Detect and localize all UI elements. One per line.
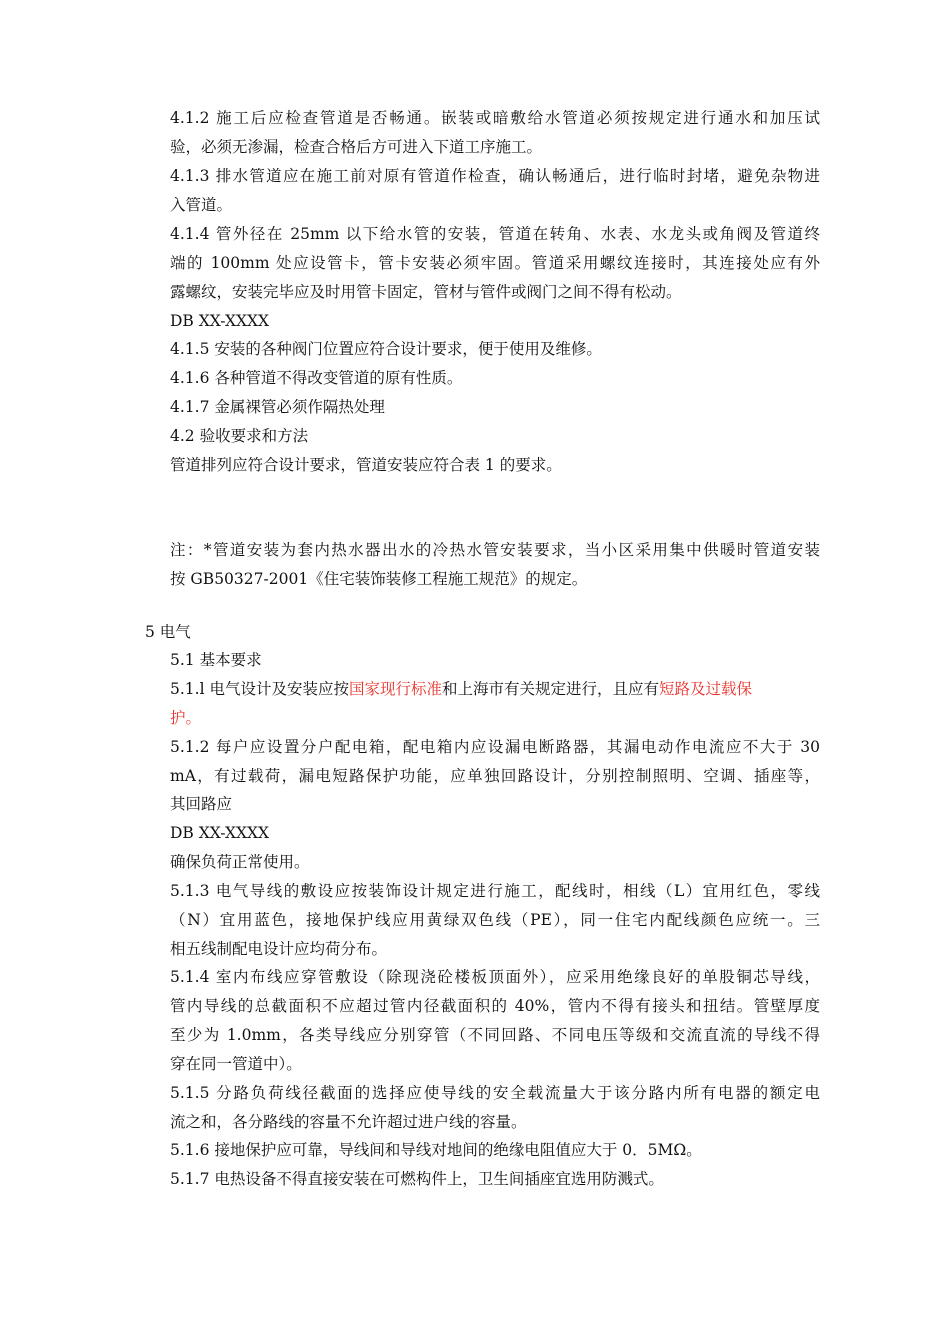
clause-4-1-4-line-2: 端的 100mm 处应设管卡，管卡安装必须牢固。管道采用螺纹连接时，其连接处应有外: [170, 254, 820, 272]
note-line-2: 按 GB50327-2001《住宅装饰装修工程施工规范》的规定。: [170, 570, 588, 588]
clause-4-1-6: 4.1.6 各种管道不得改变管道的原有性质。: [170, 369, 463, 387]
clause-4-1-3-line-2: 入管道。: [170, 196, 233, 214]
clause-5-1-3-line-3: 相五线制配电设计应均荷分布。: [170, 940, 388, 958]
clause-5-1-6: 5.1.6 接地保护应可靠，导线间和导线对地间的绝缘电阻值应大于 0．5MΩ。: [170, 1141, 702, 1159]
clause-4-1-2-line-1: 4.1.2 施工后应检查管道是否畅通。嵌装或暗敷给水管道必须按规定进行通水和加压试: [170, 109, 820, 127]
note-line-1: 注：*管道安装为套内热水器出水的冷热水管安装要求，当小区采用集中供暖时管道安装: [170, 541, 820, 559]
highlight-short-circuit-protection: 短路及过载保: [659, 680, 753, 698]
section-5-1-heading: 5.1 基本要求: [170, 651, 262, 669]
clause-4-1-2-line-2: 验，必须无渗漏，检查合格后方可进入下道工序施工。: [170, 138, 543, 156]
chapter-5-heading: 5 电气: [145, 623, 191, 641]
clause-4-1-7: 4.1.7 金属裸管必须作隔热处理: [170, 398, 385, 416]
highlight-national-standard: 国家现行标准: [348, 680, 442, 698]
clause-5-1-1-line-1: [170, 679, 820, 699]
clause-5-1-2-continuation: 确保负荷正常使用。: [170, 853, 310, 871]
running-header-db: DB XX-XXXX: [170, 312, 270, 330]
clause-5-1-3-line-1: 5.1.3 电气导线的敷设应按装饰设计规定进行施工，配线时，相线（L）宜用红色，零线: [170, 882, 820, 900]
running-header-db-2: DB XX-XXXX: [170, 824, 270, 842]
section-4-2-heading: 4.2 验收要求和方法: [170, 427, 309, 445]
clause-4-1-4-line-3: 露螺纹，安装完毕应及时用管卡固定，管材与管件或阀门之间不得有松动。: [170, 283, 682, 301]
clause-4-1-3-line-1: 4.1.3 排水管道应在施工前对原有管道作检查，确认畅通后，进行临时封堵，避免杂物进: [170, 167, 820, 185]
section-4-2-text: 管道排列应符合设计要求，管道安装应符合表 1 的要求。: [170, 456, 562, 474]
clause-5-1-4-line-4: 穿在同一管道中）。: [170, 1055, 302, 1073]
clause-5-1-5-line-1: 5.1.5 分路负荷线径截面的选择应使导线的安全载流量大于该分路内所有电器的额定电: [170, 1084, 820, 1102]
clause-5-1-2-line-1: 5.1.2 每户应设置分户配电箱，配电箱内应设漏电断路器，其漏电动作电流应不大于 30: [170, 738, 820, 756]
clause-5-1-4-line-2: 管内导线的总截面积不应超过管内径截面积的 40%，管内不得有接头和扭结。管壁厚度: [170, 997, 820, 1015]
clause-4-1-5: 4.1.5 安装的各种阀门位置应符合设计要求，便于使用及维修。: [170, 340, 602, 358]
clause-5-1-4-line-3: 至少为 1.0mm，各类导线应分别穿管（不同回路、不同电压等级和交流直流的导线不得: [170, 1026, 820, 1044]
clause-5-1-2-line-3: 其回路应: [170, 795, 233, 813]
clause-5-1-3-line-2: （N）宜用蓝色，接地保护线应用黄绿双色线（PE），同一住宅内配线颜色应统一。三: [170, 911, 820, 929]
clause-5-1-1-text-b: 和上海市有关规定进行，且应有: [441, 680, 659, 698]
clause-5-1-1-line-2: 护。: [170, 709, 202, 727]
clause-4-1-4-line-1: 4.1.4 管外径在 25mm 以下给水管的安装，管道在转角、水表、水龙头或角阀及管道终: [170, 225, 820, 243]
clause-5-1-5-line-2: 流之和，各分路线的容量不允许超过进户线的容量。: [170, 1113, 527, 1131]
clause-5-1-4-line-1: 5.1.4 室内布线应穿管敷设（除现浇砼楼板顶面外），应采用绝缘良好的单股铜芯导线，: [170, 968, 820, 986]
clause-5-1-1-text-a: 5.1.l 电气设计及安装应按: [170, 680, 349, 698]
clause-5-1-2-line-2: mA，有过载荷，漏电短路保护功能，应单独回路设计，分别控制照明、空调、插座等，: [170, 767, 820, 785]
clause-5-1-7: 5.1.7 电热设备不得直接安装在可燃构件上，卫生间插座宜选用防溅式。: [170, 1170, 664, 1188]
